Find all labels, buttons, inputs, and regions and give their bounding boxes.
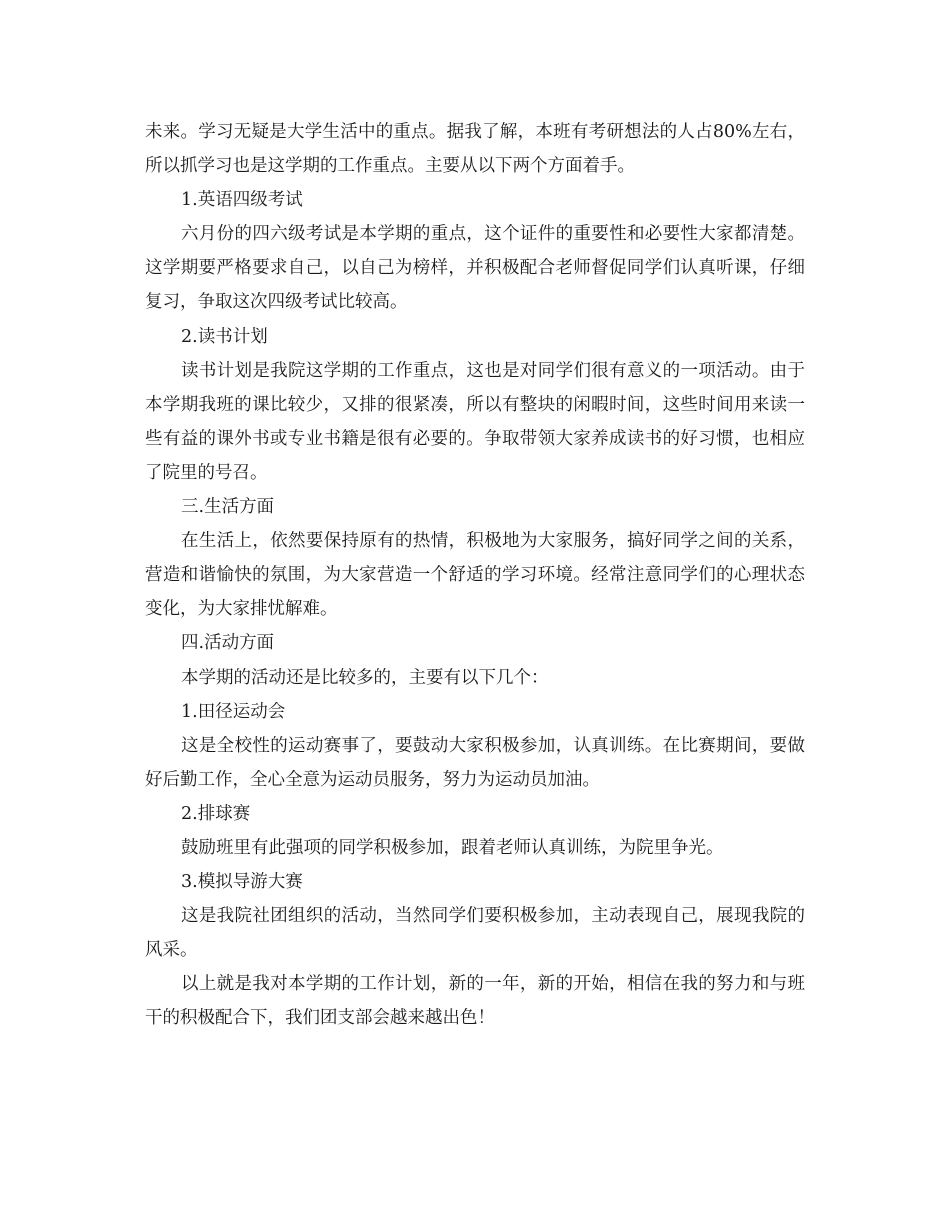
- document-body: [145, 115, 805, 1036]
- subheading-volleyball: 2.排球赛: [181, 803, 251, 824]
- paragraph-volleyball: 鼓励班里有此强项的同学积极参加，跟着老师认真训练，为院里争光。: [181, 837, 724, 858]
- paragraph-reading-plan: 读书计划是我院这学期的工作重点，这也是对同学们很有意义的一项活动。由于本学期我班的课比较少，又排的很紧凑，所以有整块的闲暇时间，这些时间用来读一些有益的课外书或专业书籍是很有必要的。争取带领大家养成读书的好习惯，也相应了院里的号召。: [145, 360, 805, 483]
- paragraph-conclusion: 以上就是我对本学期的工作计划，新的一年，新的开始，相信在我的努力和与班干的积极配合下，我们团支部会越来越出色！: [145, 974, 805, 1029]
- paragraph-continuation: 未来。学习无疑是大学生活中的重点。据我了解，本班有考研想法的人占80%左右，所以抓学习也是这学期的工作重点。主要从以下两个方面着手。: [145, 122, 805, 177]
- subheading-reading-plan: 2.读书计划: [181, 326, 268, 347]
- heading-activities: 四.活动方面: [181, 633, 275, 654]
- subheading-track-meet: 1.田径运动会: [181, 701, 286, 722]
- subheading-cet4: 1.英语四级考试: [181, 190, 303, 211]
- paragraph-tour-guide-contest: 这是我院社团组织的活动，当然同学们要积极参加，主动表现自己，展现我院的风采。: [145, 906, 805, 961]
- paragraph-life: 在生活上，依然要保持原有的热情，积极地为大家服务，搞好同学之间的关系，营造和谐愉快的氛围，为大家营造一个舒适的学习环境。经常注意同学们的心理状态变化，为大家排忧解难。: [145, 531, 805, 620]
- heading-life: 三.生活方面: [181, 497, 275, 518]
- paragraph-track-meet: 这是全校性的运动赛事了，要鼓动大家积极参加，认真训练。在比赛期间，要做好后勤工作，全心全意为运动员服务，努力为运动员加油。: [145, 735, 805, 790]
- paragraph-activities-intro: 本学期的活动还是比较多的，主要有以下几个：: [181, 667, 549, 688]
- paragraph-cet4: 六月份的四六级考试是本学期的重点，这个证件的重要性和必要性大家都清楚。这学期要严格要求自己，以自己为榜样，并积极配合老师督促同学们认真听课，仔细复习，争取这次四级考试比较高。: [145, 224, 805, 313]
- subheading-tour-guide-contest: 3.模拟导游大赛: [181, 872, 303, 893]
